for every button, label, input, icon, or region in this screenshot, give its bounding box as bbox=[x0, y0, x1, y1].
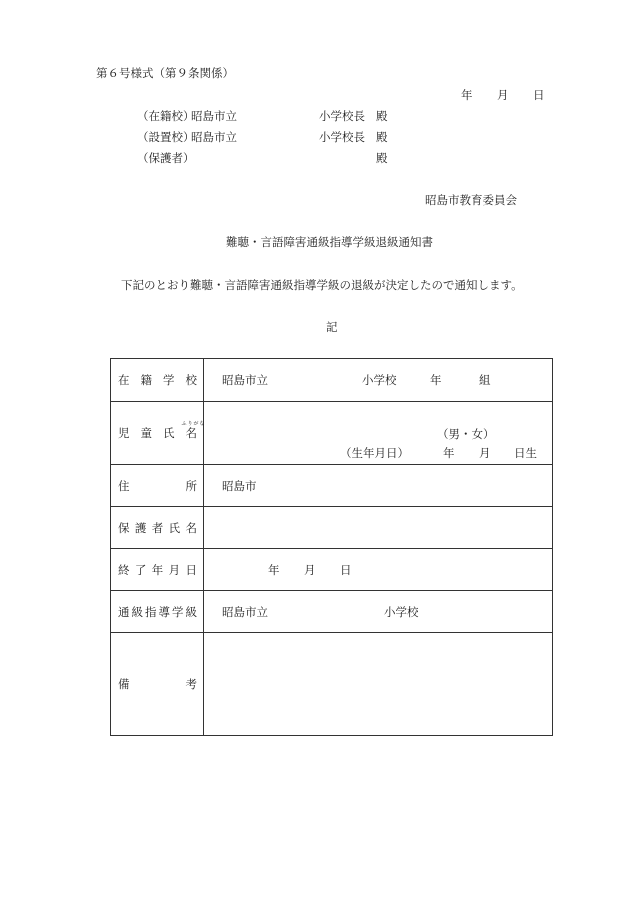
tsukyu-school-value-cell bbox=[204, 591, 553, 633]
label-cell: 備 考 bbox=[111, 633, 204, 736]
date-year-label: 年 bbox=[461, 88, 473, 102]
recipient-role: （在籍校） bbox=[137, 109, 195, 123]
row-end-date bbox=[111, 549, 553, 591]
recipient-role: （保護者） bbox=[137, 151, 195, 165]
birth-year: 年 bbox=[443, 446, 455, 460]
end-year: 年 bbox=[268, 562, 280, 577]
school-suffix: 小学校 bbox=[362, 373, 397, 387]
address-value: 昭島市 bbox=[222, 478, 257, 493]
row-school bbox=[111, 359, 553, 402]
child-value-cell bbox=[204, 402, 553, 465]
notice-table bbox=[110, 358, 553, 736]
date-day-label: 日 bbox=[533, 88, 545, 102]
end-day: 日 bbox=[340, 562, 352, 577]
label-cell: 通 級 指 導 学 級 bbox=[111, 591, 204, 633]
recipient-role: （設置校） bbox=[137, 130, 195, 144]
row-child-name bbox=[111, 402, 553, 465]
recipient-honorific: 殿 bbox=[376, 130, 388, 144]
label-cell: 終 了 年 月 日 bbox=[111, 549, 204, 591]
row-tsukyu-school bbox=[111, 591, 553, 633]
school-grade: 年 bbox=[430, 373, 442, 387]
form-number: 第６号様式（第９条関係） bbox=[96, 66, 234, 80]
document-title: 難聴・言語障害通級指導学級退級通知書 bbox=[226, 235, 433, 249]
end-date-value-cell bbox=[204, 549, 553, 591]
row-address bbox=[111, 465, 553, 507]
tsukyu-school-suffix: 小学校 bbox=[384, 604, 419, 619]
recipient-honorific: 殿 bbox=[376, 109, 388, 123]
sender: 昭島市教育委員会 bbox=[425, 193, 517, 207]
recipient-title: 小学校長 bbox=[319, 130, 365, 144]
label-cell: 保 護 者 氏 名 bbox=[111, 507, 204, 549]
furigana-label: ふりがな bbox=[181, 421, 206, 427]
birth-day: 日生 bbox=[514, 446, 537, 460]
recipient-title: 小学校長 bbox=[319, 109, 365, 123]
intro-text: 下記のとおり難聴・言語障害通級指導学級の退級が決定したので通知します。 bbox=[121, 278, 523, 292]
recipient-honorific: 殿 bbox=[376, 151, 388, 165]
label-cell: 児 童 氏 ふりがな 名 bbox=[111, 402, 204, 465]
birth-label: （生年月日） bbox=[340, 446, 409, 460]
end-month: 月 bbox=[304, 562, 316, 577]
school-city: 昭島市立 bbox=[222, 373, 268, 387]
row-guardian bbox=[111, 507, 553, 549]
remarks-value-cell bbox=[204, 633, 553, 736]
recipient-city: 昭島市立 bbox=[191, 109, 237, 123]
label-cell: 在 籍 学 校 bbox=[111, 359, 204, 402]
school-value-cell bbox=[204, 359, 553, 402]
recipient-city: 昭島市立 bbox=[191, 130, 237, 144]
label-cell: 住 所 bbox=[111, 465, 204, 507]
guardian-value-cell bbox=[204, 507, 553, 549]
school-class: 組 bbox=[479, 373, 491, 387]
tsukyu-city: 昭島市立 bbox=[222, 604, 268, 619]
row-remarks bbox=[111, 633, 553, 736]
address-value-cell bbox=[204, 465, 553, 507]
birth-month: 月 bbox=[479, 446, 491, 460]
date-month-label: 月 bbox=[497, 88, 509, 102]
ki-heading: 記 bbox=[326, 320, 338, 334]
gender-field: （男・女） bbox=[437, 427, 495, 441]
